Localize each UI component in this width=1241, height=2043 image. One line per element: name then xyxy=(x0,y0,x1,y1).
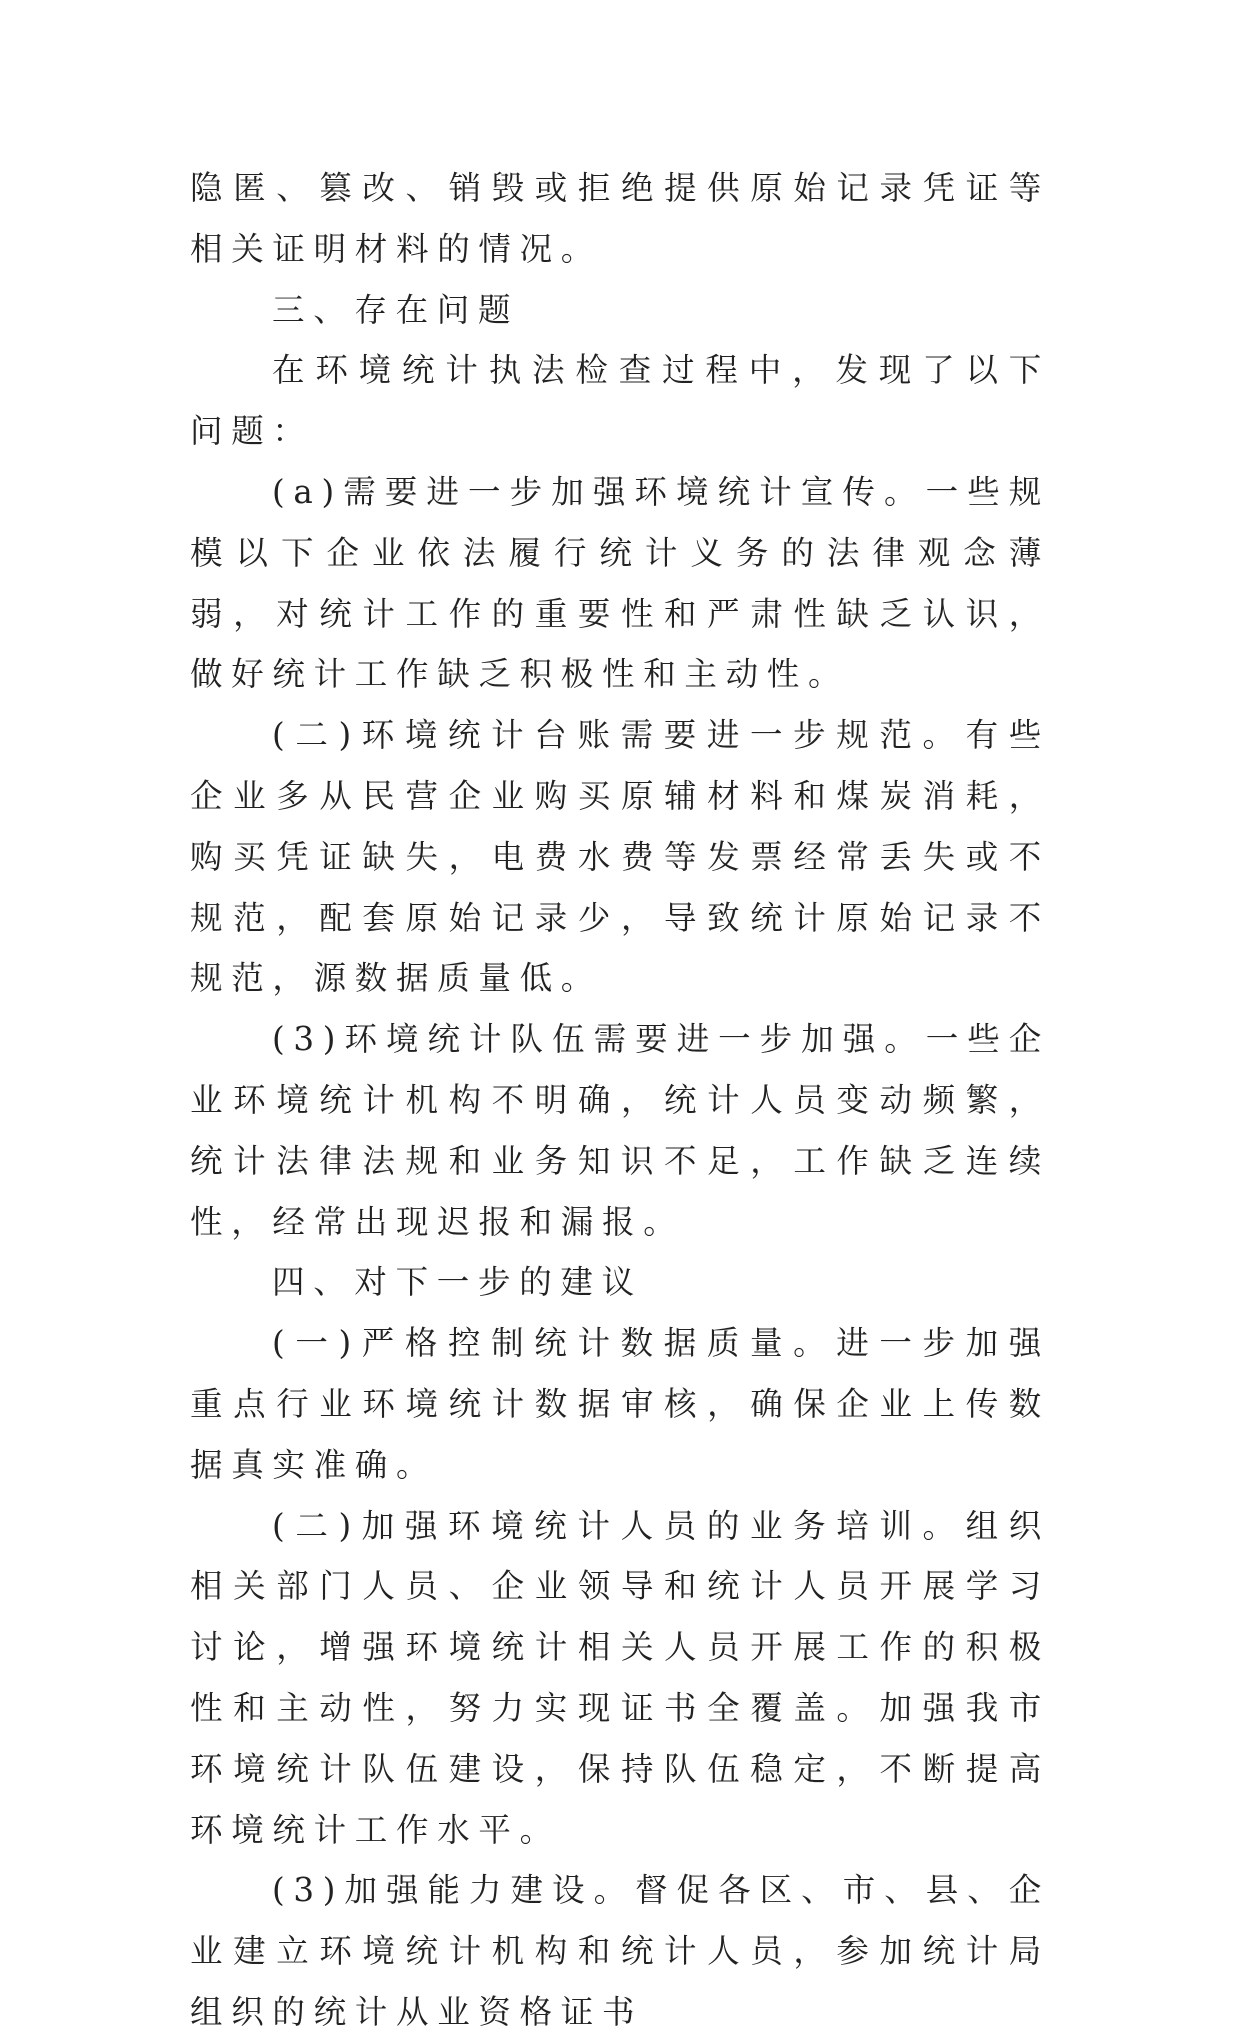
paragraph-continuation: 隐匿、篡改、销毁或拒绝提供原始记录凭证等相关证明材料的情况。 xyxy=(190,169,1050,268)
paragraph-suggestion-1: (一)严格控制统计数据质量。进一步加强重点行业环境统计数据审核，确保企业上传数据真实准确。 xyxy=(190,1324,1050,1484)
paragraph-problem-1: (a)需要进一步加强环境统计宣传。一些规模以下企业依法履行统计义务的法律观念薄弱，对统计工作的重要性和严肃性缺乏认识，做好统计工作缺乏积极性和主动性。 xyxy=(190,472,1050,694)
section-heading-suggestions: 四、对下一步的建议 xyxy=(272,1263,643,1302)
paragraph-suggestion-2: (二)加强环境统计人员的业务培训。组织相关部门人员、企业领导和统计人员开展学习讨论，增强环境统计相关人员开展工作的积极性和主动性，努力实现证书全覆盖。加强我市环境统计队伍建设，保持队伍稳定，不断提高环境统计工作水平。 xyxy=(190,1506,1050,1849)
section-heading-problems: 三、存在问题 xyxy=(272,290,520,329)
document-body xyxy=(190,158,1050,2043)
paragraph-problem-2: (二)环境统计台账需要进一步规范。有些企业多从民营企业购买原辅材料和煤炭消耗，购买凭证缺失，电费水费等发票经常丢失或不规范，配套原始记录少，导致统计原始记录不规范，源数据质量低。 xyxy=(190,716,1050,998)
paragraph-problem-3: (3)环境统计队伍需要进一步加强。一些企业环境统计机构不明确，统计人员变动频繁，统计法律法规和业务知识不足，工作缺乏连续性，经常出现迟报和漏报。 xyxy=(190,1020,1050,1241)
paragraph-intro-problems: 在环境统计执法检查过程中，发现了以下问题： xyxy=(190,351,1050,451)
paragraph-suggestion-3: (3)加强能力建设。督促各区、市、县、企业建立环境统计机构和统计人员，参加统计局组织的统计从业资格证书 xyxy=(190,1871,1050,2031)
